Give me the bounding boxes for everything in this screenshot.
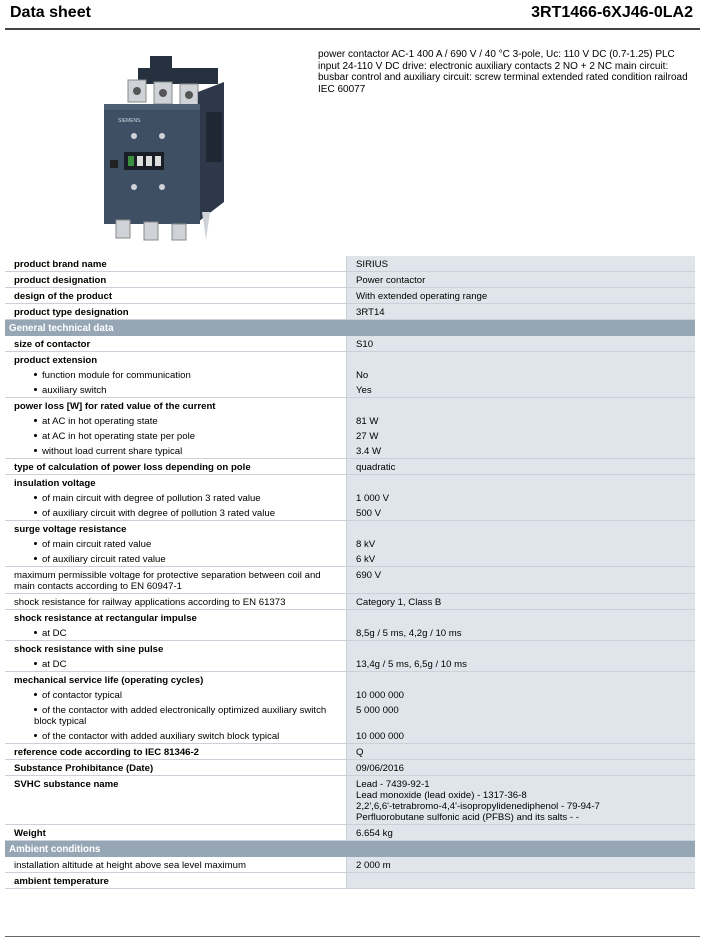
spec-sub-value: 8 kV xyxy=(347,536,696,551)
spec-label: product extension xyxy=(14,355,98,366)
spec-sub-label: of auxiliary circuit with degree of pollution 3 rated value xyxy=(5,505,347,521)
spec-value xyxy=(347,475,696,491)
spec-subrow xyxy=(5,656,695,672)
spec-label: shock resistance for railway applications according to EN 61373 xyxy=(5,594,347,610)
spec-label: Substance Prohibitance (Date) xyxy=(5,760,347,776)
spec-subrow xyxy=(5,382,695,398)
spec-row xyxy=(5,521,695,537)
spec-value xyxy=(347,352,696,368)
spec-sub-label: of contactor typical xyxy=(5,687,347,702)
spec-row xyxy=(5,610,695,626)
bullet-icon xyxy=(34,662,37,665)
spec-value: 3RT14 xyxy=(347,304,696,320)
section-header-row xyxy=(5,841,695,858)
spec-subrow xyxy=(5,551,695,567)
spec-label: ambient temperature xyxy=(5,873,347,889)
page-header xyxy=(0,0,705,30)
spec-sub-label: at AC in hot operating state per pole xyxy=(5,428,347,443)
power-contactor-photo xyxy=(98,52,226,242)
spec-subrow xyxy=(5,413,695,428)
spec-subrow xyxy=(5,443,695,459)
spec-subrow xyxy=(5,728,695,744)
spec-label: SVHC substance name xyxy=(5,776,347,825)
header-divider xyxy=(5,28,700,30)
spec-subrow xyxy=(5,505,695,521)
bullet-icon xyxy=(34,434,37,437)
spec-value: Lead - 7439-92-1 Lead monoxide (lead oxide) - 1317-36-8 2,2',6,6'-tetrabromo-4,4'-isopropylidenediphenol - 79-94-7 Perfluorobutane sulfonic acid (PFBS) and its salts - - xyxy=(347,776,696,825)
bullet-icon xyxy=(34,631,37,634)
spec-value: 690 V xyxy=(347,567,696,594)
spec-sub-label: at DC xyxy=(5,625,347,641)
bullet-icon xyxy=(34,388,37,391)
spec-row xyxy=(5,256,695,272)
spec-label: Weight xyxy=(5,825,347,841)
spec-sub-label: of the contactor with added auxiliary switch block typical xyxy=(5,728,347,744)
spec-value: With extended operating range xyxy=(347,288,696,304)
spec-row xyxy=(5,304,695,320)
spec-value: 6.654 kg xyxy=(347,825,696,841)
spec-label: insulation voltage xyxy=(14,478,96,489)
spec-row xyxy=(5,272,695,288)
spec-sub-label: of auxiliary circuit rated value xyxy=(5,551,347,567)
spec-subrow xyxy=(5,687,695,702)
article-number: 3RT1466-6XJ46-0LA2 xyxy=(531,4,693,21)
spec-label: reference code according to IEC 81346-2 xyxy=(5,744,347,760)
spec-subrow xyxy=(5,625,695,641)
spec-subrow xyxy=(5,702,695,728)
siemens-logo: SIEMENS xyxy=(118,118,141,124)
product-description: power contactor AC-1 400 A / 690 V / 40 °C 3-pole, Uc: 110 V DC (0.7-1.25) PLC input 24-110 V DC drive: electronic auxiliary contacts 2 NO + 2 NC main circuit: busbar control and auxiliary circuit: screw terminal extended rated condition railroad IEC 60077 xyxy=(318,49,688,95)
spec-row xyxy=(5,288,695,304)
section-title: General technical data xyxy=(5,320,695,337)
spec-value: quadratic xyxy=(347,459,696,475)
bullet-icon xyxy=(34,373,37,376)
spec-subrow xyxy=(5,428,695,443)
spec-label: maximum permissible voltage for protective separation between coil and main contacts according to EN 60947-1 xyxy=(5,567,347,594)
spec-row xyxy=(5,672,695,688)
section-title: Ambient conditions xyxy=(5,841,695,858)
spec-row xyxy=(5,352,695,368)
spec-sub-value: 3.4 W xyxy=(347,443,696,459)
spec-value: Power contactor xyxy=(347,272,696,288)
spec-row xyxy=(5,760,695,776)
spec-value xyxy=(347,521,696,537)
spec-row xyxy=(5,567,695,594)
bullet-icon xyxy=(34,449,37,452)
spec-sub-label: without load current share typical xyxy=(5,443,347,459)
spec-sub-label: at DC xyxy=(5,656,347,672)
spec-value: S10 xyxy=(347,336,696,352)
spec-sub-value: 6 kV xyxy=(347,551,696,567)
spec-label: shock resistance at rectangular impulse xyxy=(14,613,197,624)
spec-subrow xyxy=(5,490,695,505)
bullet-icon xyxy=(34,419,37,422)
bullet-icon xyxy=(34,557,37,560)
spec-sub-label: of the contactor with added electronically optimized auxiliary switch block typical xyxy=(34,705,327,727)
spec-row xyxy=(5,594,695,610)
spec-row xyxy=(5,459,695,475)
spec-label: product brand name xyxy=(5,256,347,272)
spec-value: Category 1, Class B xyxy=(347,594,696,610)
spec-label: power loss [W] for rated value of the current xyxy=(14,401,216,412)
spec-value: 09/06/2016 xyxy=(347,760,696,776)
doc-type-title: Data sheet xyxy=(10,4,91,21)
spec-row xyxy=(5,857,695,873)
spec-row xyxy=(5,641,695,657)
spec-sub-value: 10 000 000 xyxy=(347,728,696,744)
spec-sub-value: 27 W xyxy=(347,428,696,443)
spec-label: installation altitude at height above sea level maximum xyxy=(5,857,347,873)
footer-divider xyxy=(5,936,700,937)
spec-sub-value: 81 W xyxy=(347,413,696,428)
spec-sub-label: auxiliary switch xyxy=(5,382,347,398)
bullet-icon xyxy=(34,542,37,545)
spec-sub-value: 8,5g / 5 ms, 4,2g / 10 ms xyxy=(347,625,696,641)
spec-sub-label: function module for communication xyxy=(5,367,347,382)
spec-subrow xyxy=(5,367,695,382)
spec-value xyxy=(347,610,696,626)
spec-sub-value: 13,4g / 5 ms, 6,5g / 10 ms xyxy=(347,656,696,672)
spec-value xyxy=(347,873,696,889)
spec-label: surge voltage resistance xyxy=(14,524,127,535)
spec-value: SIRIUS xyxy=(347,256,696,272)
spec-row xyxy=(5,776,695,825)
spec-row xyxy=(5,336,695,352)
spec-label: mechanical service life (operating cycles) xyxy=(14,675,204,686)
spec-label: shock resistance with sine pulse xyxy=(14,644,164,655)
spec-sub-value: 10 000 000 xyxy=(347,687,696,702)
spec-value: Q xyxy=(347,744,696,760)
spec-label: size of contactor xyxy=(5,336,347,352)
spec-label: product type designation xyxy=(5,304,347,320)
spec-row xyxy=(5,744,695,760)
spec-label: design of the product xyxy=(5,288,347,304)
spec-row xyxy=(5,398,695,414)
spec-value xyxy=(347,641,696,657)
section-header-row xyxy=(5,320,695,337)
spec-sub-label: of main circuit with degree of pollution 3 rated value xyxy=(5,490,347,505)
spec-table xyxy=(5,256,695,889)
spec-label: type of calculation of power loss depending on pole xyxy=(5,459,347,475)
spec-subrow xyxy=(5,536,695,551)
spec-value: 2 000 m xyxy=(347,857,696,873)
spec-sub-value: 500 V xyxy=(347,505,696,521)
spec-sub-label: of main circuit rated value xyxy=(5,536,347,551)
spec-sub-value: No xyxy=(347,367,696,382)
spec-value xyxy=(347,672,696,688)
spec-label: product designation xyxy=(5,272,347,288)
spec-row xyxy=(5,825,695,841)
spec-sub-value: 1 000 V xyxy=(347,490,696,505)
spec-sub-value: Yes xyxy=(347,382,696,398)
bullet-icon xyxy=(34,511,37,514)
bullet-icon xyxy=(34,734,37,737)
bullet-icon xyxy=(34,693,37,696)
bullet-icon xyxy=(34,708,37,711)
spec-row xyxy=(5,873,695,889)
spec-sub-label: at AC in hot operating state xyxy=(5,413,347,428)
spec-sub-value: 5 000 000 xyxy=(347,702,696,728)
spec-row xyxy=(5,475,695,491)
bullet-icon xyxy=(34,496,37,499)
spec-value xyxy=(347,398,696,414)
